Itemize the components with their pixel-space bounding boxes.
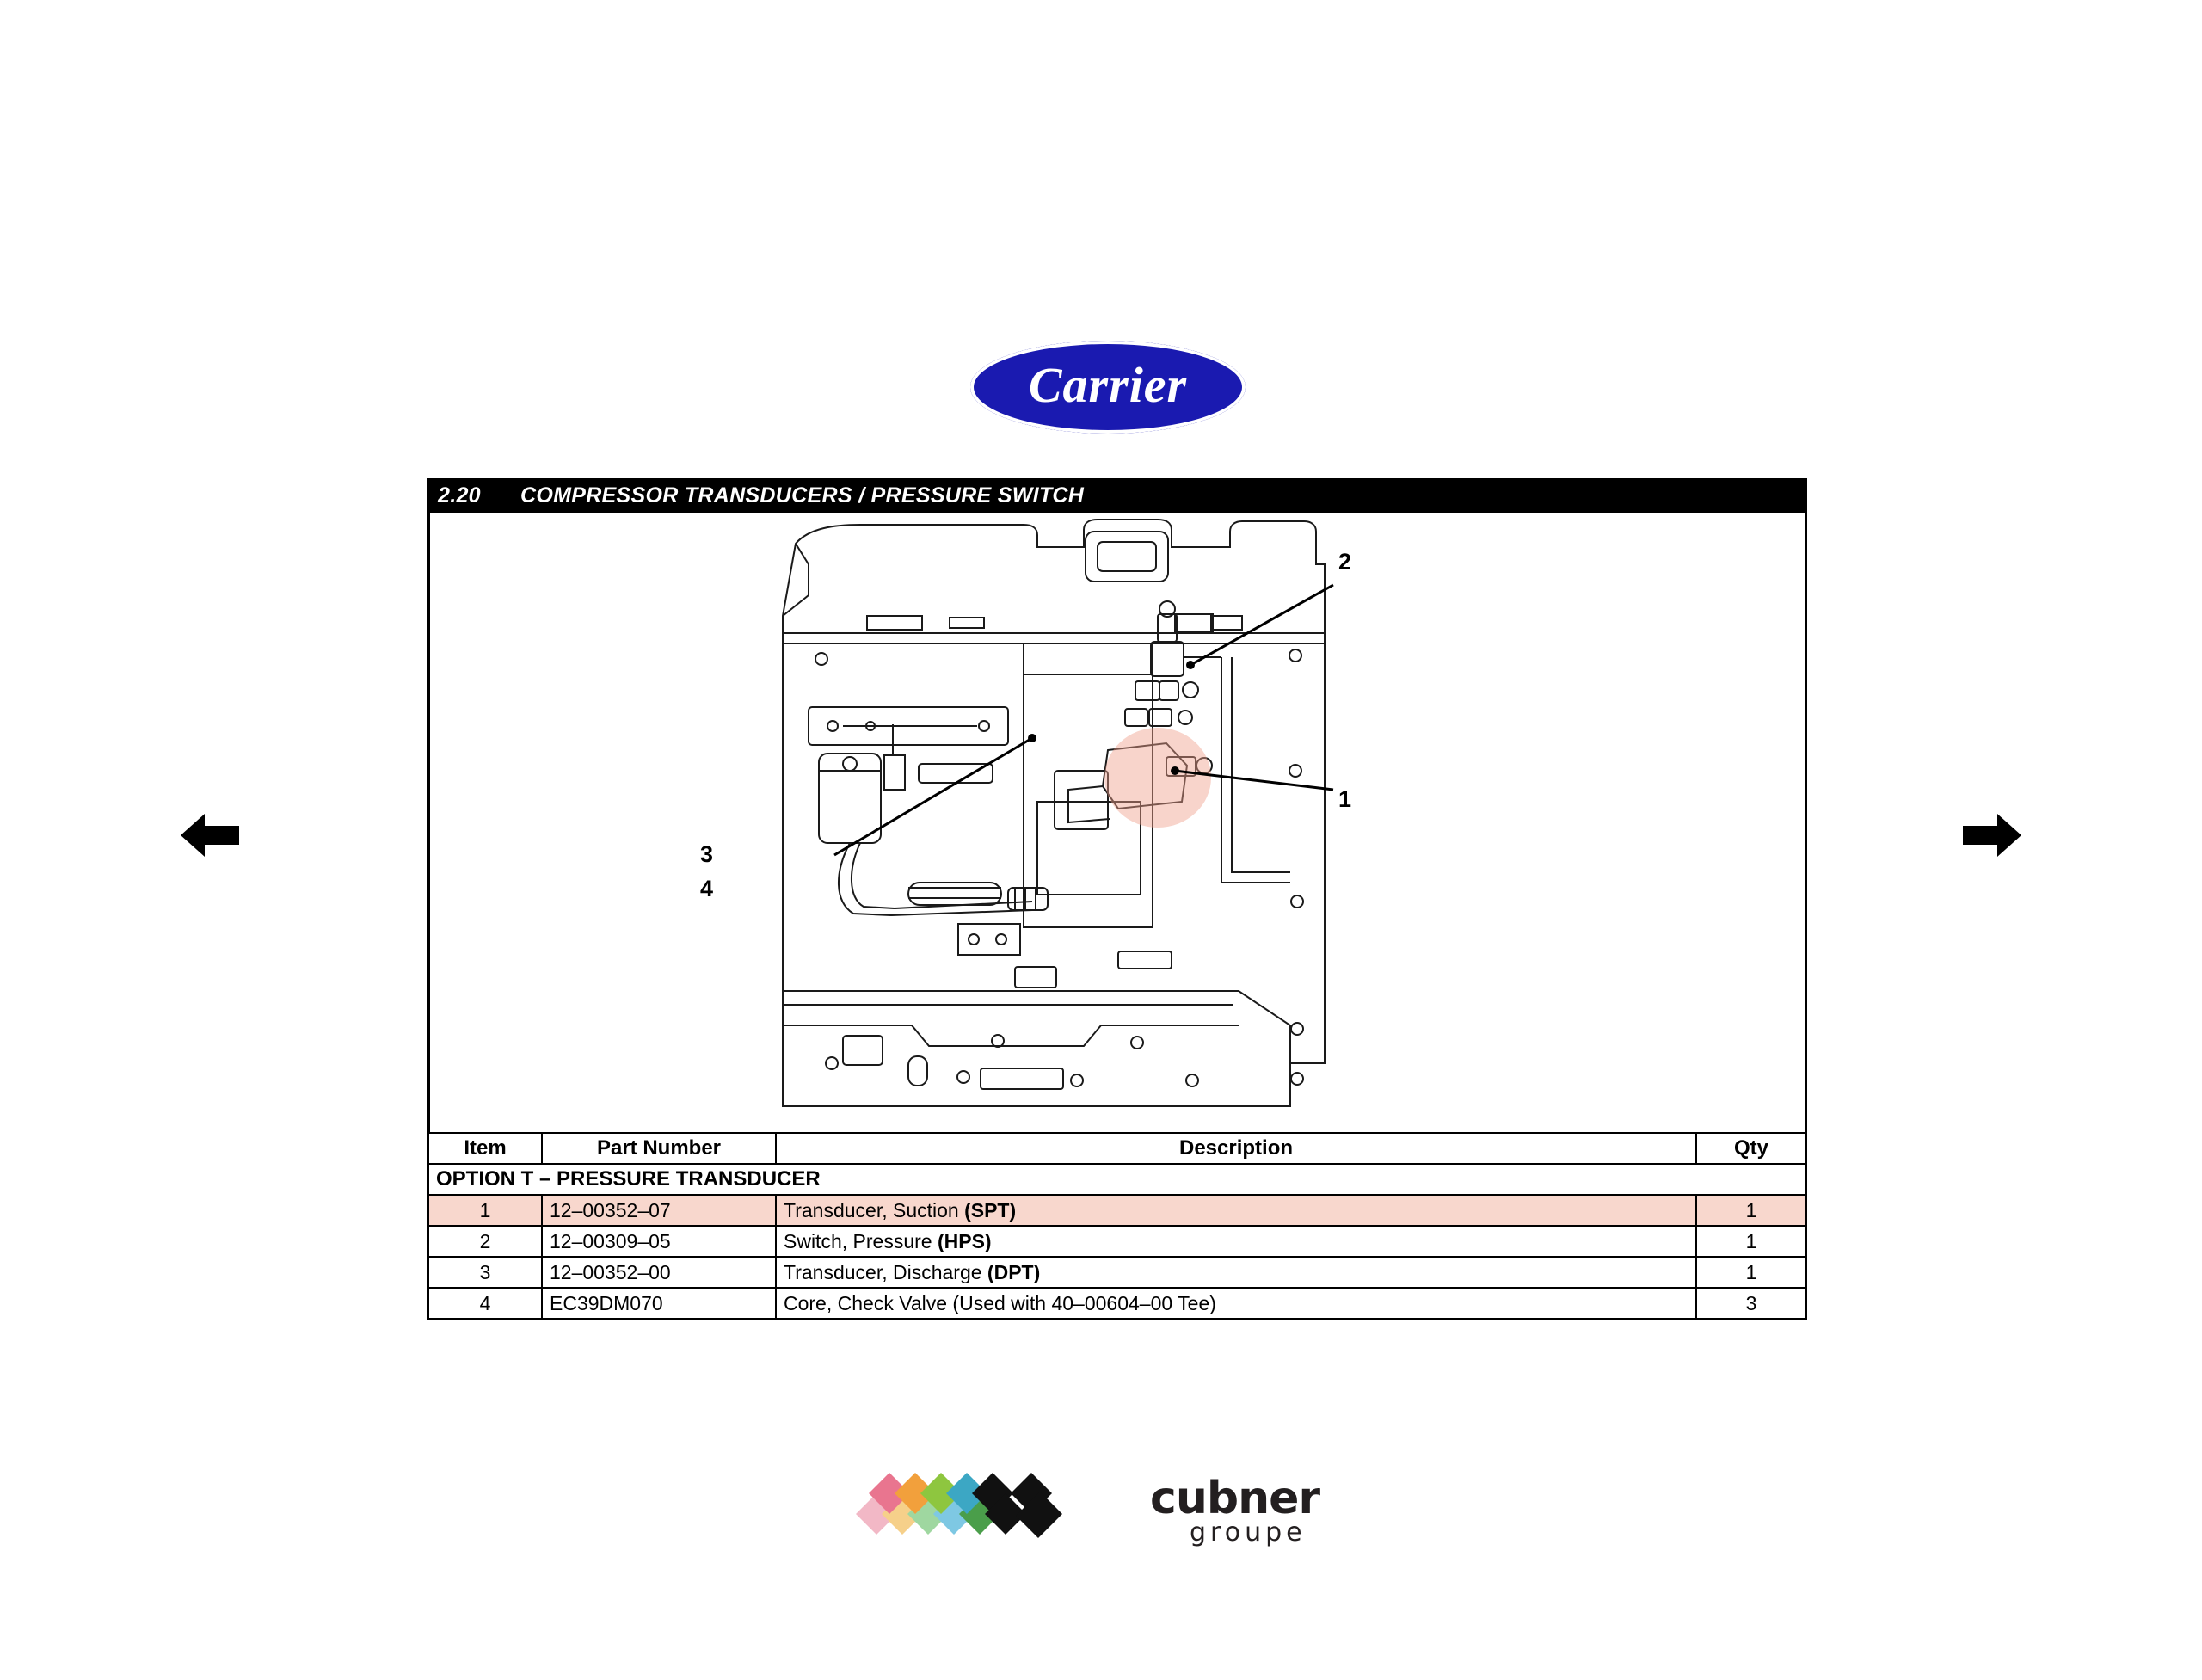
section-label: OPTION T – PRESSURE TRANSDUCER <box>428 1164 1806 1195</box>
cell-item: 2 <box>428 1226 542 1257</box>
cell-part-number: 12–00352–07 <box>542 1195 776 1226</box>
cell-qty: 1 <box>1696 1195 1806 1226</box>
parts-table <box>427 1132 1807 1320</box>
cell-qty: 3 <box>1696 1288 1806 1319</box>
table-body <box>428 1164 1806 1319</box>
description-text: Switch, Pressure <box>784 1229 938 1252</box>
cell-part-number: 12–00309–05 <box>542 1226 776 1257</box>
arrow-right-icon <box>1961 810 2023 860</box>
description-text: Transducer, Suction <box>784 1198 965 1222</box>
cell-qty: 1 <box>1696 1257 1806 1288</box>
table-row[interactable] <box>428 1226 1806 1257</box>
callout-1: 1 <box>1338 786 1352 812</box>
description-text: Core, Check Valve (Used with 40–00604–00 Tee) <box>784 1291 1216 1314</box>
header-item: Item <box>428 1133 542 1164</box>
cell-item: 3 <box>428 1257 542 1288</box>
callout-4: 4 <box>700 876 714 902</box>
cell-description <box>776 1257 1696 1288</box>
carrier-logo <box>970 341 1246 435</box>
callout-3: 3 <box>700 841 714 867</box>
table-row[interactable] <box>428 1257 1806 1288</box>
cell-part-number: EC39DM070 <box>542 1288 776 1319</box>
description-code: (SPT) <box>964 1198 1017 1222</box>
table-row[interactable] <box>428 1195 1806 1226</box>
cell-item: 4 <box>428 1288 542 1319</box>
previous-page-arrow[interactable] <box>179 810 241 860</box>
spt-highlight <box>1104 728 1211 828</box>
callout-2: 2 <box>1338 549 1352 575</box>
header-description: Description <box>776 1133 1696 1164</box>
cubner-logo <box>847 1461 1398 1555</box>
section-title: COMPRESSOR TRANSDUCERS / PRESSURE SWITCH <box>520 483 1085 508</box>
header-part-number: Part Number <box>542 1133 776 1164</box>
carrier-logo-text: Carrier <box>1028 356 1188 413</box>
parts-sheet <box>427 478 1807 1373</box>
section-title-bar <box>427 478 1807 513</box>
cell-qty: 1 <box>1696 1226 1806 1257</box>
table-section-row <box>428 1164 1806 1195</box>
cubner-subtext: groupe <box>1190 1517 1307 1548</box>
carrier-logo-oval <box>970 341 1246 434</box>
section-number: 2.20 <box>438 483 481 508</box>
figure-drawing <box>430 513 1805 1129</box>
cell-item: 1 <box>428 1195 542 1226</box>
figure-illustration <box>427 513 1807 1132</box>
cell-description <box>776 1226 1696 1257</box>
header-qty: Qty <box>1696 1133 1806 1164</box>
cell-description <box>776 1195 1696 1226</box>
next-page-arrow[interactable] <box>1961 810 2023 860</box>
arrow-left-icon <box>179 810 241 860</box>
description-code: (HPS) <box>937 1229 992 1252</box>
cell-part-number: 12–00352–00 <box>542 1257 776 1288</box>
description-text: Transducer, Discharge <box>784 1260 987 1283</box>
description-code: (DPT) <box>987 1260 1041 1283</box>
cell-description <box>776 1288 1696 1319</box>
table-header-row <box>428 1133 1806 1164</box>
cubner-wordmark: cubner <box>1150 1473 1319 1524</box>
cubner-mark-icon <box>847 1461 1140 1555</box>
table-row[interactable] <box>428 1288 1806 1319</box>
